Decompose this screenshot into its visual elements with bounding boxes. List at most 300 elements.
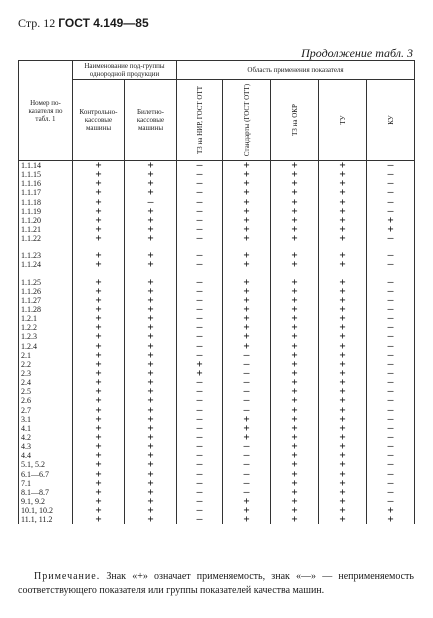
mark-cell: + (125, 251, 177, 260)
footnote-text: Знак «+» означает применяемость, знак «—» — неприменяемость соответствующего показателя или группы показателей качества машин. (18, 571, 414, 596)
mark-cell: + (125, 225, 177, 234)
mark-cell: — (223, 451, 271, 460)
mark-cell: + (319, 161, 367, 171)
mark-cell: — (223, 479, 271, 488)
mark-cell: + (73, 506, 125, 515)
mark-cell: + (125, 351, 177, 360)
mark-cell: — (367, 342, 415, 351)
row-index: 7.1 (19, 479, 73, 488)
row-index: 4.2 (19, 433, 73, 442)
mark-cell: + (125, 170, 177, 179)
mark-cell: + (125, 451, 177, 460)
table-row (19, 387, 415, 396)
table-row (19, 216, 415, 225)
mark-cell: — (177, 351, 223, 360)
mark-cell: + (73, 287, 125, 296)
mark-cell: + (73, 451, 125, 460)
mark-cell: + (73, 216, 125, 225)
mark-cell: — (177, 287, 223, 296)
mark-cell: — (367, 251, 415, 260)
row-index: 2.7 (19, 406, 73, 415)
mark-cell: — (177, 305, 223, 314)
mark-cell: + (177, 360, 223, 369)
mark-cell: + (271, 296, 319, 305)
mark-cell: + (319, 332, 367, 341)
row-index: 1.1.28 (19, 305, 73, 314)
mark-cell: + (271, 305, 319, 314)
mark-cell: + (73, 387, 125, 396)
col-header-ticket-machines: Билетно-кассовые машины (125, 80, 177, 161)
mark-cell: — (177, 198, 223, 207)
mark-cell: + (223, 188, 271, 197)
mark-cell: — (367, 314, 415, 323)
table-row (19, 442, 415, 451)
mark-cell: — (177, 479, 223, 488)
mark-cell: — (223, 406, 271, 415)
table-row (19, 296, 415, 305)
row-index: 2.6 (19, 396, 73, 405)
mark-cell: + (271, 351, 319, 360)
mark-cell: — (367, 278, 415, 287)
col-header-ku: КУ (367, 80, 415, 161)
mark-cell: + (73, 442, 125, 451)
mark-cell: — (223, 488, 271, 497)
mark-cell: + (223, 515, 271, 524)
mark-cell: + (73, 433, 125, 442)
mark-cell: + (125, 179, 177, 188)
mark-cell: + (319, 479, 367, 488)
table-row (19, 170, 415, 179)
mark-cell: + (73, 497, 125, 506)
mark-cell: + (125, 323, 177, 332)
mark-cell: + (271, 451, 319, 460)
mark-cell: + (223, 234, 271, 243)
mark-cell: + (125, 234, 177, 243)
mark-cell: — (367, 479, 415, 488)
mark-cell: + (319, 207, 367, 216)
mark-cell: — (367, 387, 415, 396)
mark-cell: + (319, 179, 367, 188)
mark-cell: — (177, 488, 223, 497)
mark-cell: + (223, 198, 271, 207)
mark-cell: — (367, 296, 415, 305)
mark-cell: + (319, 278, 367, 287)
mark-cell: — (177, 314, 223, 323)
table-row (19, 406, 415, 415)
mark-cell: — (177, 161, 223, 171)
mark-cell: — (223, 378, 271, 387)
mark-cell: + (73, 515, 125, 524)
mark-cell: + (319, 351, 367, 360)
mark-cell: + (223, 161, 271, 171)
table-row (19, 479, 415, 488)
page-header (18, 16, 149, 31)
row-index: 1.1.17 (19, 188, 73, 197)
mark-cell: + (73, 488, 125, 497)
row-index: 1.2.2 (19, 323, 73, 332)
row-index: 1.1.27 (19, 296, 73, 305)
mark-cell: + (125, 488, 177, 497)
mark-cell: + (73, 332, 125, 341)
table-row (19, 488, 415, 497)
mark-cell: + (73, 406, 125, 415)
footnote-label: Примечание. (34, 571, 101, 582)
table-row (19, 198, 415, 207)
row-index: 1.1.23 (19, 251, 73, 260)
mark-cell: — (177, 396, 223, 405)
col-header-tz-okr: ТЗ на ОКР (271, 80, 319, 161)
row-index (19, 270, 73, 278)
row-index: 2.1 (19, 351, 73, 360)
mark-cell: + (125, 442, 177, 451)
mark-cell: + (319, 188, 367, 197)
col-header-tz-nir: ТЗ на НИР, ГОСТ ОТТ (177, 80, 223, 161)
table-row (19, 342, 415, 351)
mark-cell: — (367, 234, 415, 243)
mark-cell: — (177, 234, 223, 243)
mark-cell: — (367, 369, 415, 378)
mark-cell: + (271, 497, 319, 506)
mark-cell: — (223, 396, 271, 405)
mark-cell: + (319, 497, 367, 506)
mark-cell: + (319, 415, 367, 424)
table-row (19, 207, 415, 216)
mark-cell: — (177, 216, 223, 225)
mark-cell: + (271, 198, 319, 207)
mark-cell: + (223, 314, 271, 323)
mark-cell: + (73, 161, 125, 171)
mark-cell: + (319, 433, 367, 442)
standard-number: ГОСТ 4.149—85 (58, 16, 149, 30)
mark-cell: + (319, 460, 367, 469)
mark-cell: + (73, 369, 125, 378)
mark-cell: + (125, 387, 177, 396)
mark-cell: + (271, 515, 319, 524)
mark-cell: + (73, 179, 125, 188)
mark-cell: — (223, 470, 271, 479)
mark-cell: + (73, 378, 125, 387)
row-index: 1.2.3 (19, 332, 73, 341)
row-index: 1.1.22 (19, 234, 73, 243)
mark-cell: + (125, 332, 177, 341)
mark-cell: + (73, 170, 125, 179)
mark-cell: + (271, 369, 319, 378)
table-row (19, 332, 415, 341)
mark-cell: + (223, 207, 271, 216)
table-row (19, 515, 415, 524)
mark-cell: — (177, 451, 223, 460)
row-index: 1.2.1 (19, 314, 73, 323)
mark-cell: — (125, 198, 177, 207)
footnote (18, 570, 414, 598)
mark-cell: — (367, 396, 415, 405)
mark-cell: + (319, 305, 367, 314)
table-body (19, 161, 415, 525)
mark-cell: + (73, 460, 125, 469)
col-header-cash-machines: Контрольно-кассовые машины (73, 80, 125, 161)
mark-cell: — (367, 188, 415, 197)
row-index: 1.2.4 (19, 342, 73, 351)
table-row (19, 360, 415, 369)
mark-cell: + (271, 506, 319, 515)
mark-cell: + (125, 188, 177, 197)
mark-cell: + (125, 314, 177, 323)
table-row (19, 251, 415, 260)
mark-cell: + (125, 415, 177, 424)
mark-cell: + (223, 305, 271, 314)
mark-cell: + (319, 360, 367, 369)
row-index (19, 243, 73, 251)
row-index: 10.1, 10.2 (19, 506, 73, 515)
mark-cell: + (319, 216, 367, 225)
mark-cell: + (319, 234, 367, 243)
mark-cell: — (367, 378, 415, 387)
mark-cell: + (319, 198, 367, 207)
mark-cell: + (271, 479, 319, 488)
applicability-table (18, 60, 415, 524)
mark-cell: + (319, 260, 367, 269)
mark-cell: + (125, 207, 177, 216)
row-index: 3.1 (19, 415, 73, 424)
table-row (19, 369, 415, 378)
row-index: 4.3 (19, 442, 73, 451)
mark-cell: + (271, 170, 319, 179)
application-area-header: Область применения показателя (177, 61, 415, 80)
mark-cell: — (367, 406, 415, 415)
mark-cell: + (223, 260, 271, 269)
mark-cell: — (177, 188, 223, 197)
mark-cell: — (177, 387, 223, 396)
mark-cell: + (73, 342, 125, 351)
mark-cell: + (73, 470, 125, 479)
mark-cell: + (319, 470, 367, 479)
mark-cell: + (223, 278, 271, 287)
mark-cell: + (319, 225, 367, 234)
mark-cell: — (177, 506, 223, 515)
mark-cell: + (271, 225, 319, 234)
mark-cell: + (223, 296, 271, 305)
mark-cell: + (125, 360, 177, 369)
table-continuation-title: Продолжение табл. 3 (301, 46, 413, 60)
mark-cell: + (271, 360, 319, 369)
mark-cell: + (319, 488, 367, 497)
index-column-header: Номер по-казателя по табл. 1 (19, 61, 73, 161)
mark-cell: — (177, 424, 223, 433)
mark-cell: — (223, 351, 271, 360)
table-row (19, 460, 415, 469)
row-index: 2.2 (19, 360, 73, 369)
mark-cell: + (319, 170, 367, 179)
mark-cell: — (367, 460, 415, 469)
table-row (19, 260, 415, 269)
mark-cell: — (177, 442, 223, 451)
mark-cell: + (73, 188, 125, 197)
product-group-header: Наименование под-группы однородной продукции (73, 61, 177, 80)
mark-cell: + (125, 515, 177, 524)
mark-cell: + (271, 234, 319, 243)
mark-cell: + (223, 424, 271, 433)
mark-cell: + (73, 323, 125, 332)
mark-cell: + (125, 479, 177, 488)
mark-cell: — (367, 287, 415, 296)
mark-cell: + (73, 260, 125, 269)
mark-cell: + (125, 369, 177, 378)
table-row (19, 396, 415, 405)
mark-cell: — (367, 207, 415, 216)
row-index: 5.1, 5.2 (19, 460, 73, 469)
mark-cell: + (271, 460, 319, 469)
mark-cell: + (73, 424, 125, 433)
mark-cell: + (271, 396, 319, 405)
mark-cell: + (367, 225, 415, 234)
mark-cell: — (177, 323, 223, 332)
mark-cell: + (73, 207, 125, 216)
mark-cell: — (177, 225, 223, 234)
row-index: 1.1.24 (19, 260, 73, 269)
table-row (19, 278, 415, 287)
mark-cell: — (177, 342, 223, 351)
mark-cell: + (73, 198, 125, 207)
mark-cell: + (271, 251, 319, 260)
mark-cell: + (223, 170, 271, 179)
row-index: 1.1.15 (19, 170, 73, 179)
mark-cell: + (125, 278, 177, 287)
mark-cell: — (223, 360, 271, 369)
mark-cell: + (319, 296, 367, 305)
row-index: 4.1 (19, 424, 73, 433)
mark-cell: — (177, 470, 223, 479)
mark-cell: + (223, 332, 271, 341)
table-row (19, 225, 415, 234)
mark-cell: — (367, 488, 415, 497)
mark-cell: + (73, 351, 125, 360)
row-index: 2.4 (19, 378, 73, 387)
mark-cell: + (271, 415, 319, 424)
mark-cell: + (319, 314, 367, 323)
row-index: 1.1.20 (19, 216, 73, 225)
row-index: 11.1, 11.2 (19, 515, 73, 524)
mark-cell: — (367, 170, 415, 179)
mark-cell: + (271, 378, 319, 387)
mark-cell: + (319, 396, 367, 405)
mark-cell: + (319, 451, 367, 460)
mark-cell: + (271, 188, 319, 197)
mark-cell: + (223, 342, 271, 351)
table-row (19, 506, 415, 515)
mark-cell: — (367, 470, 415, 479)
mark-cell: — (177, 515, 223, 524)
mark-cell: + (271, 278, 319, 287)
table-row (19, 188, 415, 197)
row-index: 1.1.14 (19, 161, 73, 171)
mark-cell: + (125, 287, 177, 296)
mark-cell: — (177, 278, 223, 287)
mark-cell: — (367, 323, 415, 332)
mark-cell: + (125, 296, 177, 305)
mark-cell: + (125, 460, 177, 469)
table-row (19, 305, 415, 314)
mark-cell: + (271, 323, 319, 332)
mark-cell: + (125, 424, 177, 433)
mark-cell: + (367, 216, 415, 225)
mark-cell: + (271, 179, 319, 188)
mark-cell: — (177, 433, 223, 442)
row-index: 2.5 (19, 387, 73, 396)
mark-cell: — (177, 251, 223, 260)
mark-cell: + (125, 260, 177, 269)
table-row (19, 234, 415, 243)
mark-cell: — (177, 378, 223, 387)
mark-cell: + (73, 479, 125, 488)
mark-cell: + (319, 369, 367, 378)
mark-cell: + (271, 442, 319, 451)
mark-cell: — (223, 387, 271, 396)
mark-cell: + (271, 332, 319, 341)
table-row (19, 470, 415, 479)
mark-cell: — (223, 369, 271, 378)
mark-cell: + (271, 260, 319, 269)
mark-cell: + (125, 216, 177, 225)
mark-cell: + (73, 278, 125, 287)
mark-cell: — (177, 406, 223, 415)
mark-cell: + (223, 497, 271, 506)
mark-cell: + (73, 296, 125, 305)
mark-cell: + (223, 225, 271, 234)
mark-cell: + (125, 396, 177, 405)
table-row (19, 451, 415, 460)
mark-cell: + (223, 433, 271, 442)
mark-cell: + (271, 406, 319, 415)
mark-cell: + (223, 506, 271, 515)
mark-cell: + (319, 424, 367, 433)
table-row (19, 424, 415, 433)
mark-cell: — (367, 442, 415, 451)
mark-cell: + (73, 305, 125, 314)
mark-cell: + (223, 251, 271, 260)
mark-cell: — (177, 207, 223, 216)
mark-cell: + (271, 216, 319, 225)
mark-cell: + (73, 314, 125, 323)
row-index: 2.3 (19, 369, 73, 378)
mark-cell: — (177, 460, 223, 469)
page-number: Стр. 12 (18, 16, 56, 30)
mark-cell: + (125, 342, 177, 351)
mark-cell: + (223, 216, 271, 225)
row-index: 1.1.26 (19, 287, 73, 296)
mark-cell: — (367, 198, 415, 207)
mark-cell: + (125, 433, 177, 442)
mark-cell: + (73, 225, 125, 234)
mark-cell: + (223, 415, 271, 424)
mark-cell: + (271, 470, 319, 479)
table-row (19, 378, 415, 387)
mark-cell: — (367, 332, 415, 341)
mark-cell: — (177, 170, 223, 179)
mark-cell: — (367, 305, 415, 314)
row-index: 9.1, 9.2 (19, 497, 73, 506)
mark-cell: — (367, 351, 415, 360)
mark-cell: — (223, 442, 271, 451)
col-header-tu: ТУ (319, 80, 367, 161)
col-header-standards: Стандарты (ГОСТ ОТТ) (223, 80, 271, 161)
mark-cell: + (73, 251, 125, 260)
mark-cell: + (223, 323, 271, 332)
mark-cell: — (367, 424, 415, 433)
mark-cell: — (367, 360, 415, 369)
table-row (19, 270, 415, 278)
mark-cell: + (319, 506, 367, 515)
mark-cell: + (319, 287, 367, 296)
